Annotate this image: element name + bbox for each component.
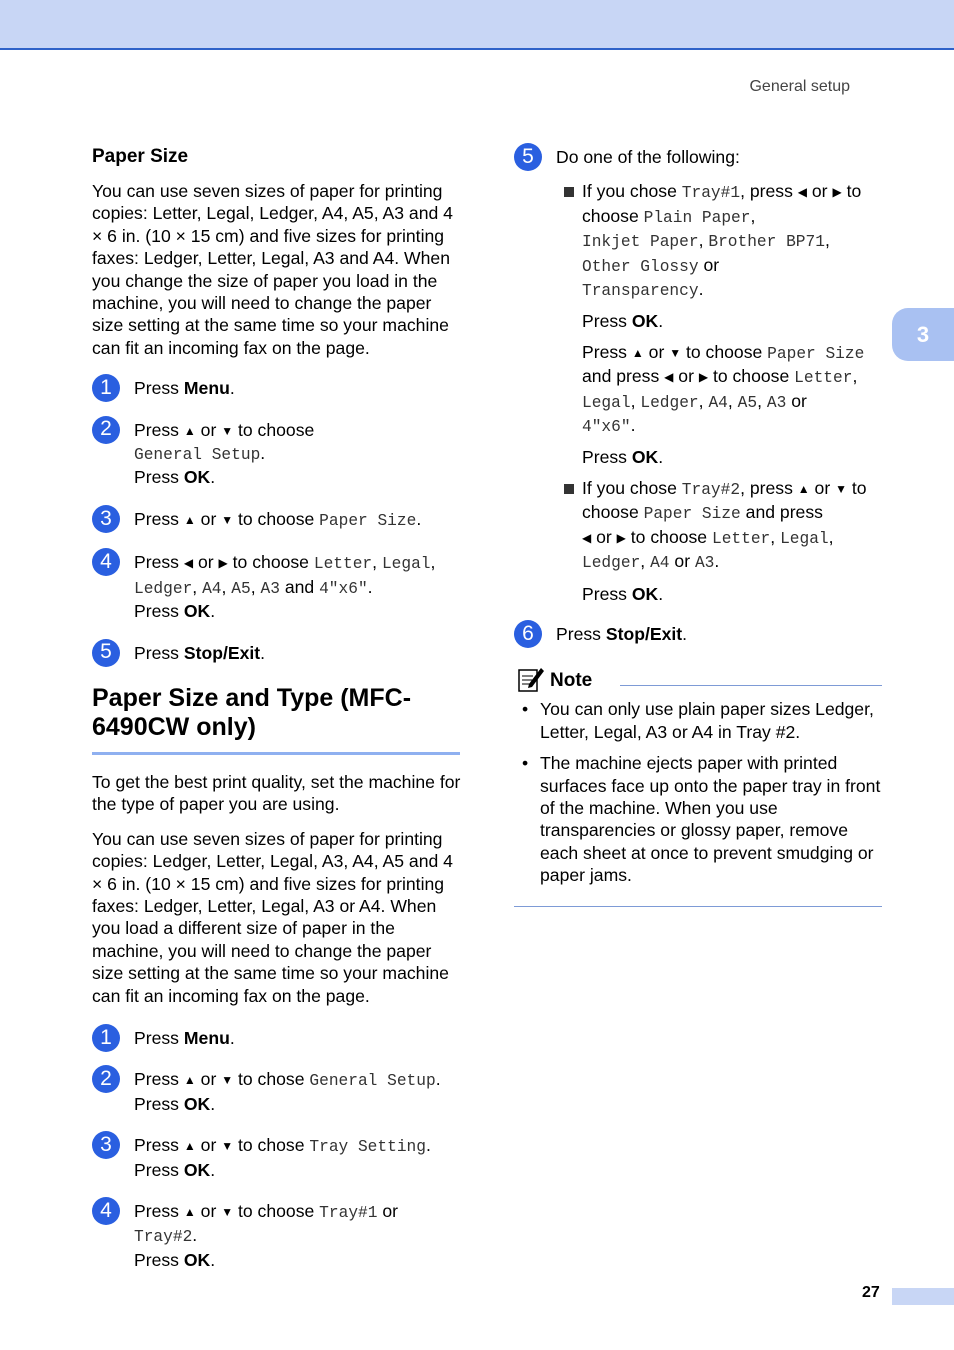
down-arrow-icon: ▼	[221, 423, 234, 438]
step-number: 2	[92, 1065, 120, 1093]
right-arrow-icon: ▶	[832, 185, 842, 200]
right-arrow-icon: ▶	[616, 530, 626, 545]
down-arrow-icon: ▼	[221, 512, 234, 527]
tray2-option: If you chose Tray#2, press ▲ or ▼ to choose Paper Size and press ◀ or ▶ to choose Letter, Legal, Ledger, A4 or A3.	[514, 477, 886, 575]
up-arrow-icon: ▲	[183, 1205, 196, 1219]
step-number: 1	[92, 1024, 120, 1052]
step-2: 2 Press ▲ or ▼ to choose General Setup. Press OK.	[92, 419, 464, 489]
step-5: 5 Do one of the following:	[514, 146, 886, 168]
step-1: 1 Press Menu.	[92, 377, 464, 399]
note-box	[514, 664, 882, 906]
chapter-tab: 3	[892, 308, 954, 361]
paper-type-heading-block	[92, 684, 460, 755]
down-arrow-icon: ▼	[835, 481, 847, 496]
note-bullet: • You can only use plain paper sizes Ledger, Letter, Legal, A3 or A4 in Tray #2.	[522, 699, 874, 742]
left-column	[92, 138, 464, 1290]
note-title: Note	[550, 670, 593, 692]
step-4: 4 Press ▲ or ▼ to choose Tray#1 or Tray#2. Press OK.	[92, 1200, 464, 1271]
paper-type-heading: Paper Size and Type (MFC-6490CW only)	[92, 683, 412, 741]
left-arrow-icon: ◀	[664, 370, 674, 385]
menu-key: Menu	[183, 378, 230, 399]
paper-size-heading: Paper Size	[92, 146, 189, 167]
paper-type-paragraph-1: To get the best print quality, set the machine for the type of paper you are using.	[92, 771, 461, 815]
up-arrow-icon: ▲	[183, 512, 196, 527]
right-arrow-icon: ▶	[218, 556, 228, 571]
up-arrow-icon: ▲	[183, 423, 196, 438]
page-number: 27	[862, 1284, 880, 1301]
step-number: 6	[514, 620, 542, 648]
step-number: 5	[92, 639, 120, 667]
down-arrow-icon: ▼	[221, 1205, 234, 1219]
step-6: 6 Press Stop/Exit.	[514, 623, 886, 645]
step-1: 1 Press Menu.	[92, 1027, 464, 1049]
step-number: 4	[92, 1197, 120, 1225]
paper-size-paragraph: You can use seven sizes of paper for printing copies: Letter, Legal, Ledger, A4, A5, A3 and 4 × 6 in. (10 × 15 cm) and five sizes for printing faxes: Ledger, Letter, Legal, A3 and A4. When you change the size of paper you load in the machine, you will need to change the paper size setting at the same time so your machine can fit an incoming fax on the page.	[92, 181, 453, 358]
left-arrow-icon: ◀	[183, 556, 194, 571]
step-number: 1	[92, 374, 120, 402]
tray2-press-ok: Press OK.	[582, 583, 664, 604]
step-number: 4	[92, 548, 120, 576]
up-arrow-icon: ▲	[183, 1139, 196, 1154]
left-arrow-icon: ◀	[582, 530, 592, 545]
right-arrow-icon: ▶	[698, 370, 709, 385]
step-number: 2	[92, 416, 120, 444]
right-column	[514, 138, 886, 907]
up-arrow-icon: ▲	[183, 1073, 196, 1088]
note-divider	[620, 685, 882, 686]
tray1-press-ok-2: Press OK.	[582, 447, 664, 468]
step-number: 5	[514, 143, 542, 171]
page-number-bar	[892, 1288, 954, 1305]
step-2: 2 Press ▲ or ▼ to chose General Setup. Press OK.	[92, 1068, 464, 1115]
step-number: 3	[92, 1131, 120, 1159]
left-arrow-icon: ◀	[797, 185, 807, 200]
down-arrow-icon: ▼	[221, 1073, 234, 1088]
note-pencil-icon	[518, 666, 544, 692]
step-number: 3	[92, 505, 120, 533]
step-5: 5 Press Stop/Exit.	[92, 642, 464, 664]
section-header: General setup	[749, 78, 850, 95]
tray1-option: If you chose Tray#1, press ◀ or ▶ to choose Plain Paper, Inkjet Paper, Brother BP71, Other Glossy or Transparency.	[514, 180, 886, 302]
step-3: 3 Press ▲ or ▼ to choose Paper Size.	[92, 508, 464, 532]
tray1-press-ok: Press OK.	[582, 311, 664, 332]
paper-type-paragraph-2: You can use seven sizes of paper for printing copies: Ledger, Letter, Legal, A3, A4, A5 and 4 × 6 in. (10 × 15 cm) and five sizes for printing faxes: Ledger, Letter, Legal, A3 or A4. When you load a different size of paper in the machine, you will need to change the paper size setting at the same time so your machine can fit an incoming fax on the page.	[92, 828, 453, 1006]
step-3: 3 Press ▲ or ▼ to chose Tray Setting. Press OK.	[92, 1134, 464, 1181]
down-arrow-icon: ▼	[669, 345, 682, 360]
step-4: 4 Press ◀ or ▶ to choose Letter, Legal, Ledger, A4, A5, A3 and 4"x6". Press OK.	[92, 551, 464, 622]
up-arrow-icon: ▲	[631, 345, 644, 360]
down-arrow-icon: ▼	[221, 1139, 234, 1154]
square-bullet-icon	[564, 484, 574, 494]
note-bullet: • The machine ejects paper with printed surfaces face up onto the paper tray in front of the machine. When you use transparencies or glossy paper, remove each sheet at once to prevent smudging or paper jams.	[522, 753, 881, 886]
tray1-paper-size: Press ▲ or ▼ to choose Paper Size and press ◀ or ▶ to choose Letter, Legal, Ledger, A4, A5, A3 or 4"x6".	[582, 341, 865, 437]
square-bullet-icon	[564, 187, 574, 197]
up-arrow-icon: ▲	[797, 481, 810, 496]
top-header-bar	[0, 0, 954, 50]
